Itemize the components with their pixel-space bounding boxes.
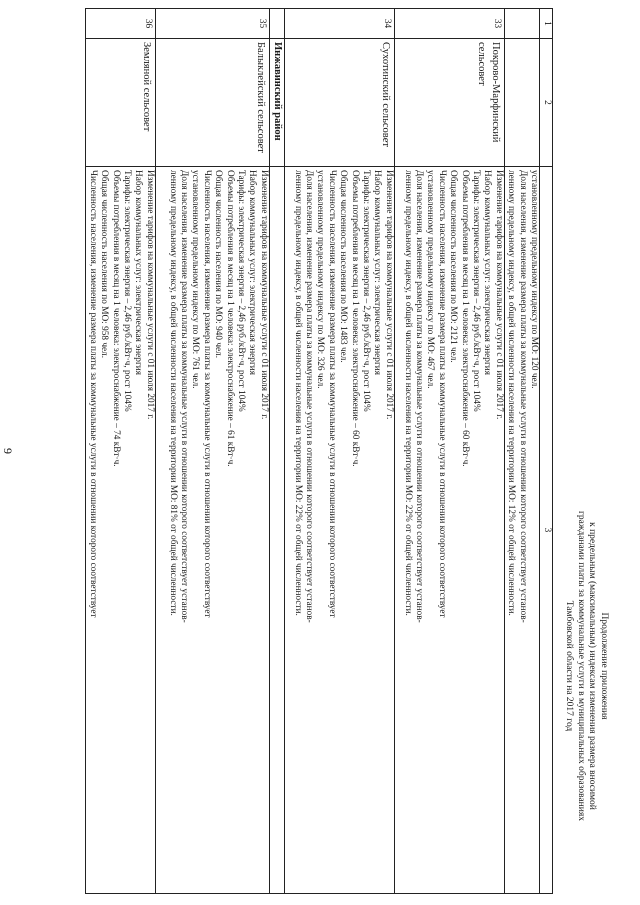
description-line: Общая численность населения по МО: 958 чел.	[99, 170, 110, 359]
description-line: Численность населения, изменение размера платы за коммунальные услуги в отношении которого соответствует	[436, 170, 447, 618]
description-line: Тарифы: электрическая энергия – 2,46 руб./кВт·ч, рост 104%	[121, 170, 132, 412]
description-line: Доля населения, изменение размера платы за коммунальные услуги в отношении которого соответствует установ-	[413, 170, 424, 623]
description-line: ленному предельному индексу, в общей численности населения на территории МО: 81% от общей численности.	[167, 170, 178, 616]
column-header: 2	[540, 39, 553, 167]
row-number	[504, 9, 539, 39]
description-line: Изменение тарифов на коммунальные услуги с 01 июля 2017 г.	[258, 170, 269, 420]
description-line: Численность населения, изменение размера платы за коммунальные услуги в отношении которого соответствует	[201, 170, 212, 618]
description-line: установленному предельному индексу по МО: 120 чел.	[529, 170, 539, 389]
description-line: Доля населения, изменение размера платы за коммунальные услуги в отношении которого соответствует установ-	[517, 170, 528, 623]
settlement-name: Сухотинский сельсовет	[284, 39, 394, 167]
tariff-table	[85, 8, 553, 894]
description-line: Общая численность населения по МО: 1483 чел.	[338, 170, 349, 363]
column-header: 1	[540, 9, 553, 39]
description-line: установленному предельному индексу по МО: 761 чел.	[190, 170, 201, 389]
tariff-description	[269, 167, 284, 894]
description-line: Общая численность населения по МО: 2121 чел.	[448, 170, 459, 363]
description-line: установленному предельному индексу по МО: 326 чел.	[315, 170, 326, 389]
heading-line: Тамбовской области на 2017 год	[564, 600, 575, 732]
description-line: Тарифы: электрическая энергия – 2,46 руб./кВт·ч, рост 104%	[235, 170, 246, 412]
heading-line: гражданами платы за коммунальные услуги в муниципальных образованиях	[576, 511, 586, 821]
tariff-description	[155, 167, 269, 894]
table-row	[504, 9, 539, 894]
description-line: Тарифы: электрическая энергия – 2,46 руб./кВт·ч, рост 104%	[470, 170, 481, 412]
settlement-name: Земляной сельсовет	[86, 39, 155, 167]
description-line: Численность населения, изменение размера платы за коммунальные услуги в отношении которого соответствует	[87, 170, 98, 618]
description-line: Объемы потребления в месяц на 1 человека: электроснабжение – 60 кВт·ч.	[349, 170, 360, 467]
description-line: Изменение тарифов на коммунальные услуги с 01 июля 2017 г.	[383, 170, 394, 420]
description-line: Изменение тарифов на коммунальные услуги с 01 июля 2017 г.	[144, 170, 155, 420]
tariff-description	[504, 167, 539, 894]
tariff-description	[394, 167, 504, 894]
description-line: установленному предельному индексу по МО: 467 чел.	[425, 170, 436, 389]
description-line: Общая численность населения по МО: 940 чел.	[213, 170, 224, 359]
table-row	[284, 9, 394, 894]
row-number: 36	[86, 9, 155, 39]
description-line: Тарифы: электрическая энергия – 2,46 руб./кВт·ч, рост 104%	[360, 170, 371, 412]
row-number	[269, 9, 284, 39]
row-number: 33	[394, 9, 504, 39]
table-row	[394, 9, 504, 894]
description-line: Доля населения, изменение размера платы за коммунальные услуги в отношении которого соответствует установ-	[303, 170, 314, 623]
district-name: Инжавинский район	[269, 39, 284, 167]
column-header: 3	[540, 167, 553, 894]
settlement-name	[504, 39, 539, 167]
tariff-description	[284, 167, 394, 894]
description-line: Набор коммунальных услуг: электрическая энергия	[372, 170, 383, 376]
description-line: Численность населения, изменение размера платы за коммунальные услуги в отношении которого соответствует	[326, 170, 337, 618]
row-number: 35	[155, 9, 269, 39]
row-number: 34	[284, 9, 394, 39]
description-line: ленному предельному индексу, в общей численности населения на территории МО: 22% от общей численности.	[292, 170, 303, 616]
heading-line: к предельным (максимальным) индексам изменения размера вносимой	[587, 522, 598, 810]
page-number: 9	[1, 448, 15, 454]
description-line: Набор коммунальных услуг: электрическая энергия	[133, 170, 144, 376]
settlement-name: Покрово-Марфинский сельсовет	[394, 39, 504, 167]
description-line: Изменение тарифов на коммунальные услуги с 01 июля 2017 г.	[493, 170, 504, 420]
district-row	[269, 9, 284, 894]
heading-line: Продолжение приложения	[599, 612, 609, 720]
table-row	[86, 9, 155, 894]
description-line: ленному предельному индексу, в общей численности населения на территории МО: 22% от общей численности.	[402, 170, 413, 616]
description-line: Набор коммунальных услуг: электрическая энергия	[482, 170, 493, 376]
description-line: Объемы потребления в месяц на 1 человека: электроснабжение – 74 кВт·ч.	[110, 170, 121, 467]
description-line: Объемы потребления в месяц на 1 человека: электроснабжение – 60 кВт·ч.	[459, 170, 470, 467]
rotated-page	[10, 0, 615, 905]
description-line: Набор коммунальных услуг: электрическая энергия	[247, 170, 258, 376]
appendix-heading	[563, 451, 609, 881]
description-line: ленному предельному индексу, в общей численности населения на территории МО: 12% от общей численности.	[506, 170, 517, 616]
table-body	[86, 9, 540, 894]
description-line: Доля населения, изменение размера платы за коммунальные услуги в отношении которого соответствует установ-	[178, 170, 189, 623]
description-line: Объемы потребления в месяц на 1 человека: электроснабжение – 61 кВт·ч.	[224, 170, 235, 467]
tariff-description	[86, 167, 155, 894]
table-header-row	[540, 9, 553, 894]
settlement-name: Балыклейский сельсовет	[155, 39, 269, 167]
table-row	[155, 9, 269, 894]
